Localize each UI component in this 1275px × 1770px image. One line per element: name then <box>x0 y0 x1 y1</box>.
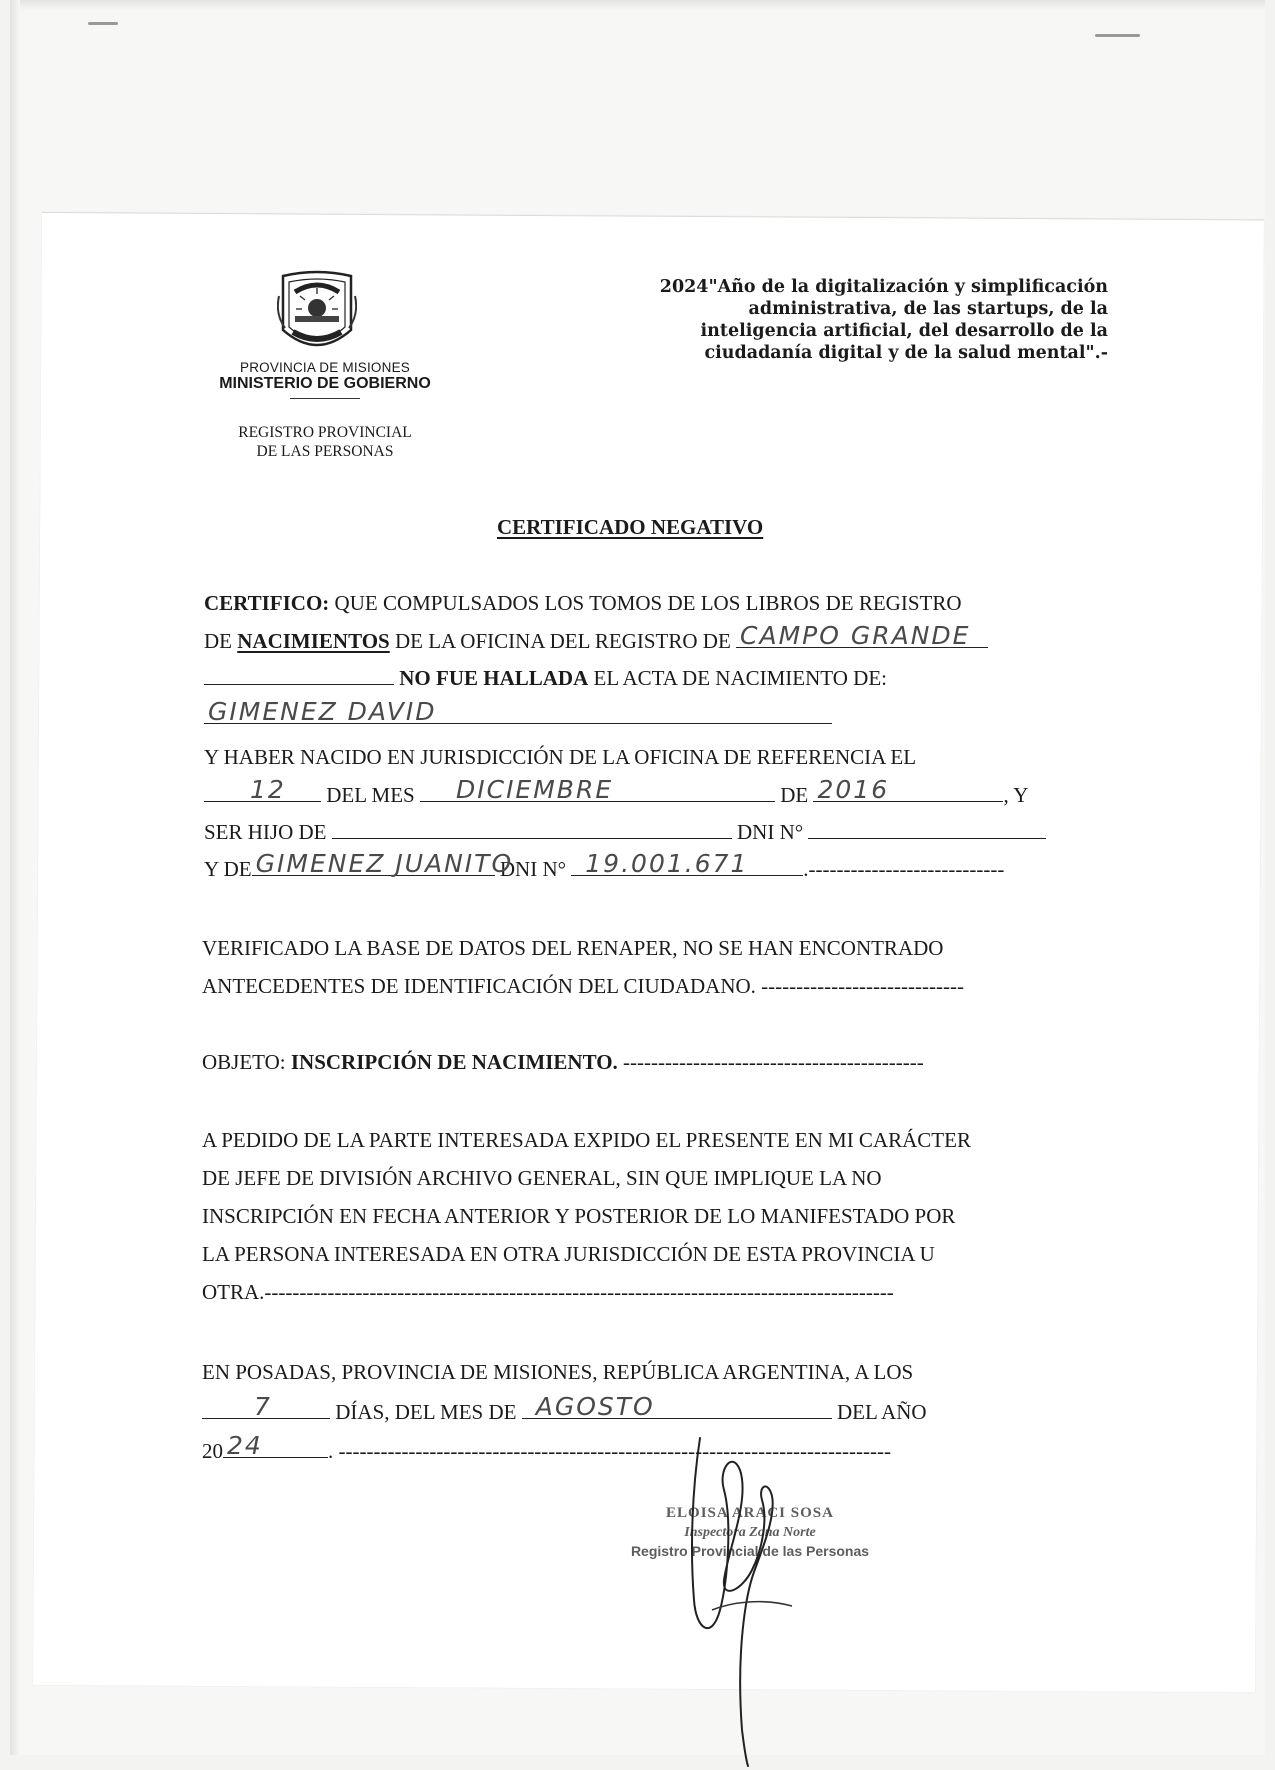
renaper-line-1: VERIFICADO LA BASE DE DATOS DEL RENAPER, NO SE HAN ENCONTRADO <box>202 936 944 960</box>
issue-month-value: AGOSTO <box>535 1392 655 1421</box>
birth-year-value: 2016 <box>817 775 890 804</box>
registry-line-2: DE LAS PERSONAS <box>256 443 394 460</box>
stamp-role: Inspectora Zona Norte <box>684 1525 816 1540</box>
no-fue-hallada-line <box>204 664 887 691</box>
sheet-top-edge <box>10 0 1265 10</box>
province-line: PROVINCIA DE MISIONES <box>240 360 410 375</box>
dias-text: DÍAS, DEL MES DE <box>335 1400 517 1424</box>
registry-heading <box>200 423 450 461</box>
subject-name-field <box>204 697 832 726</box>
staple-mark <box>1095 34 1140 37</box>
parent-2-dni-field <box>571 849 803 878</box>
sheet-left-edge <box>10 0 20 1755</box>
certifico-label: CERTIFICO: <box>204 591 330 615</box>
office-value: CAMPO GRANDE <box>740 621 971 650</box>
issue-day-field <box>202 1392 330 1421</box>
birth-day-value: 12 <box>250 775 286 804</box>
year-motto <box>560 276 1108 364</box>
pedido-line-4: LA PERSONA INTERESADA EN OTRA JURISDICCIÓN DE ESTA PROVINCIA U <box>202 1242 935 1266</box>
nacimientos-word: NACIMIENTOS <box>237 629 390 653</box>
staple-mark <box>88 22 118 25</box>
heading-divider <box>290 398 360 399</box>
issue-month-field <box>522 1392 832 1421</box>
parent-2-value: GIMENEZ JUANITO <box>255 849 514 878</box>
stamp-office: Registro Provincial de las Personas <box>630 1543 870 1559</box>
objeto-tail: ------------------------------------------- <box>623 1050 924 1074</box>
motto-line-1: 2024"Año de la digitalización y simplificación <box>659 277 1108 297</box>
subject-name-line <box>204 697 832 730</box>
parent-2-tail: .---------------------------- <box>803 857 1005 881</box>
objeto-line <box>202 1049 924 1075</box>
registry-line-1: REGISTRO PROVINCIAL <box>238 424 412 441</box>
handwritten-signature <box>672 1430 832 1770</box>
ministry-line: MINISTERIO DE GOBIERNO <box>219 375 431 392</box>
birth-year-field <box>813 775 1003 804</box>
posadas-line-1: EN POSADAS, PROVINCIA DE MISIONES, REPÚBLICA ARGENTINA, A LOS <box>202 1360 914 1384</box>
parent-2-dni-label: DNI N° <box>499 857 567 881</box>
line-end: , Y <box>1003 783 1029 807</box>
parent-2-dni-value: 19.001.671 <box>585 849 749 878</box>
objeto-label: OBJETO: <box>202 1050 286 1074</box>
acta-text: EL ACTA DE NACIMIENTO DE: <box>593 666 887 690</box>
no-fue-hallada-text: NO FUE HALLADA <box>399 666 589 690</box>
oficina-text: DE LA OFICINA DEL REGISTRO DE <box>394 629 731 653</box>
y-de-word: Y DE <box>204 857 252 881</box>
del-mes-word: DEL MES <box>326 783 415 807</box>
office-field-continued <box>204 664 394 685</box>
motto-line-4: ciudadanía digital y de la salud mental".- <box>704 343 1108 363</box>
parent-1-field <box>332 818 732 839</box>
motto-line-2: administrativa, de las startups, de la <box>748 299 1108 319</box>
posadas-line-2 <box>202 1392 927 1425</box>
pedido-line-5: OTRA.------------------------------------------------------------------------------------------ <box>202 1280 894 1304</box>
birth-month-value: DICIEMBRE <box>455 775 614 804</box>
parent-2-field <box>252 849 514 878</box>
renaper-line-2: ANTECEDENTES DE IDENTIFICACIÓN DEL CIUDADANO. ----------------------------- <box>202 974 964 998</box>
certifico-line <box>204 590 962 616</box>
birth-day-field <box>204 775 321 804</box>
issue-year-field <box>223 1431 328 1460</box>
del-ano-text: DEL AÑO <box>836 1400 927 1424</box>
subject-name-value: GIMENEZ DAVID <box>208 697 437 726</box>
nacimientos-line <box>204 621 988 654</box>
year-prefix: 20 <box>202 1439 223 1463</box>
motto-line-3: inteligencia artificial, del desarrollo de la <box>700 321 1108 341</box>
objeto-value: INSCRIPCIÓN DE NACIMIENTO. <box>290 1050 618 1074</box>
posadas-tail: . ------------------------------------------------------------------------------- <box>328 1439 891 1463</box>
birth-month-field <box>420 775 775 804</box>
de-word: DE <box>204 629 232 653</box>
certifico-text: QUE COMPULSADOS LOS TOMOS DE LOS LIBROS DE REGISTRO <box>334 591 962 615</box>
birth-date-line <box>204 775 1029 808</box>
ministry-heading <box>200 360 450 399</box>
office-field <box>736 621 988 650</box>
province-of-misiones-crest-icon <box>277 270 357 354</box>
ser-hijo-word: SER HIJO DE <box>204 820 327 844</box>
jurisdiccion-line: Y HABER NACIDO EN JURISDICCIÓN DE LA OFICINA DE REFERENCIA EL <box>204 745 917 769</box>
parent-2-line <box>204 849 1005 882</box>
pedido-line-1: A PEDIDO DE LA PARTE INTERESADA EXPIDO EL PRESENTE EN MI CARÁCTER <box>202 1128 971 1152</box>
pedido-line-3: INSCRIPCIÓN EN FECHA ANTERIOR Y POSTERIOR DE LO MANIFESTADO POR <box>202 1204 956 1228</box>
issue-day-value: 7 <box>254 1392 272 1421</box>
parent-1-dni-field <box>808 818 1046 839</box>
parent-1-line <box>204 818 1046 845</box>
stamp-name: ELOISA ARACI SOSA <box>666 1505 834 1521</box>
document-title: CERTIFICADO NEGATIVO <box>497 515 764 539</box>
parent-1-dni-label: DNI N° <box>737 820 804 844</box>
pedido-line-2: DE JEFE DE DIVISIÓN ARCHIVO GENERAL, SIN QUE IMPLIQUE LA NO <box>202 1166 882 1190</box>
issue-year-value: 24 <box>227 1431 263 1460</box>
de-year-word: DE <box>780 783 809 807</box>
